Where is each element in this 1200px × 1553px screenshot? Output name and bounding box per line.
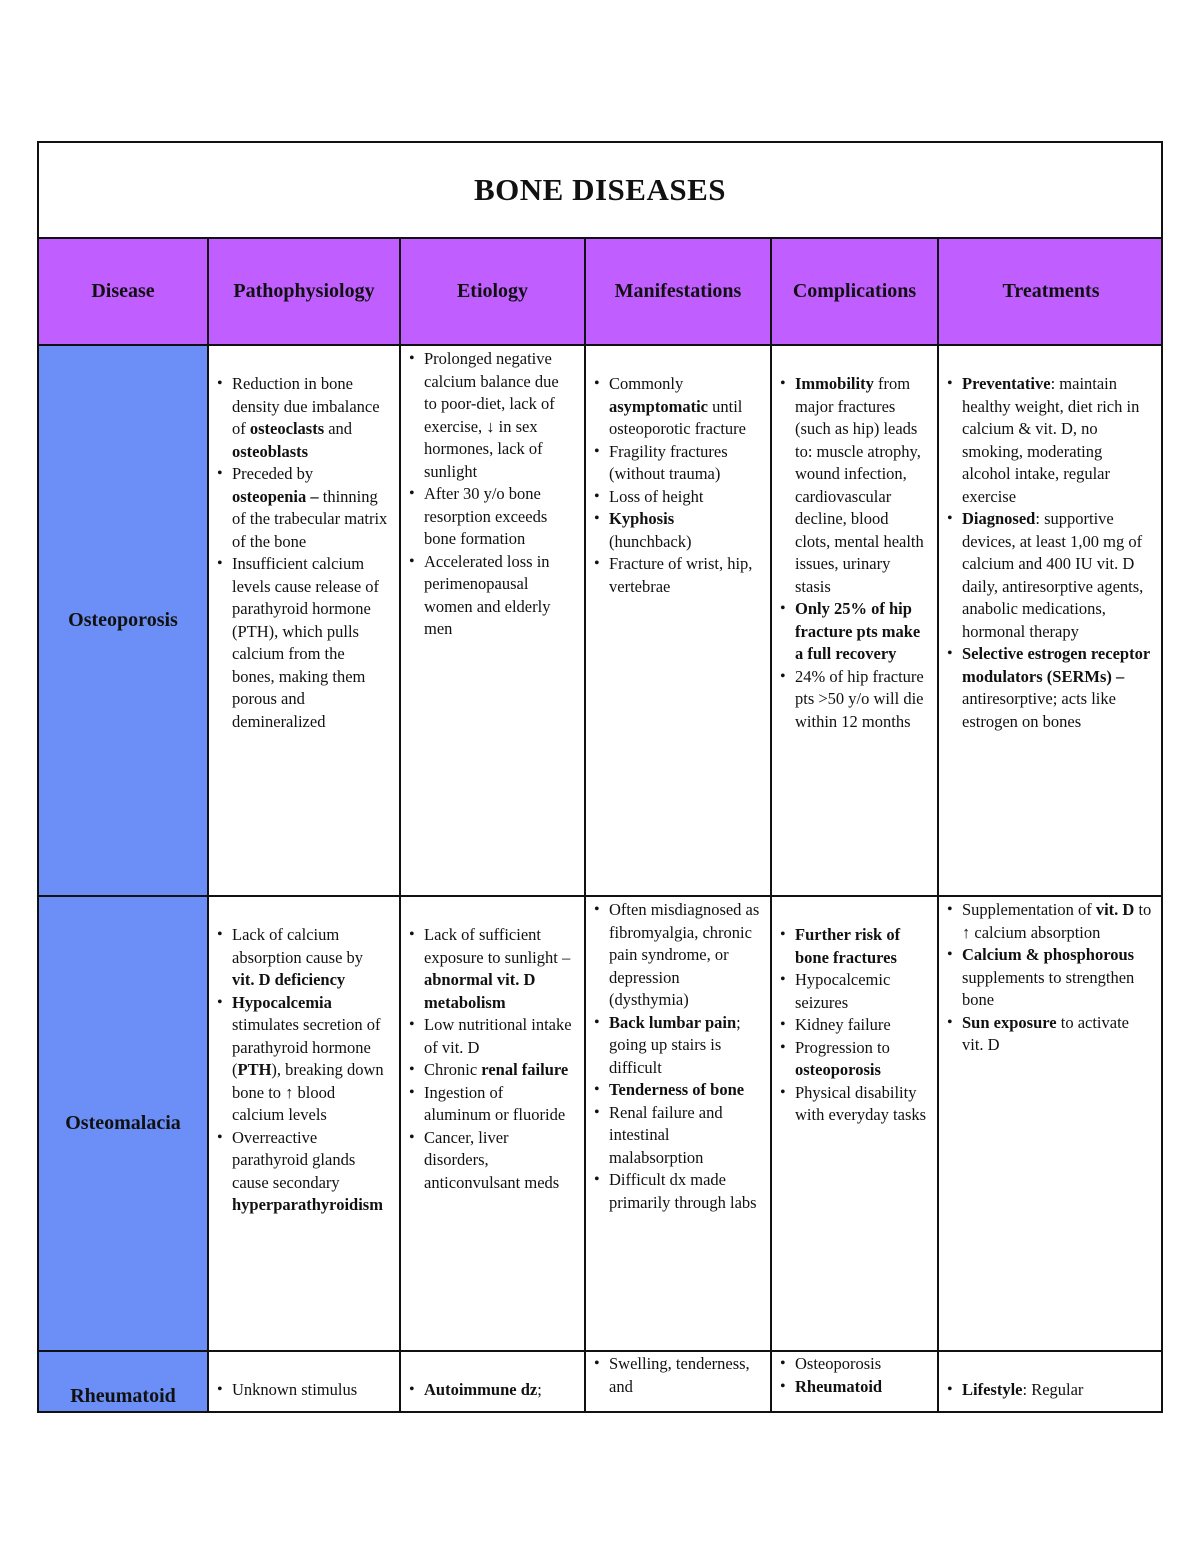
bullet-text: 24% of hip fracture pts >50 y/o will die within 12 months (795, 666, 924, 731)
header-manifestations: Manifestations (585, 239, 771, 345)
bullet-text: Physical disability with everyday tasks (795, 1082, 927, 1124)
bold-text: osteoporosis (795, 1060, 881, 1079)
bullet-item (962, 1012, 1153, 1057)
bullet-text: : maintain healthy weight, diet rich in calcium & vit. D, no smoking, moderating alcohol intake, regular exercise (962, 374, 1140, 506)
bold-text: abnormal vit. D metabolism (424, 970, 536, 1012)
bullet-text: Fragility fractures (without trauma) (609, 441, 728, 483)
bullet-text: supplements to strengthen bone (962, 967, 1135, 1009)
bullet-item (795, 1353, 927, 1376)
bullet-item (962, 373, 1153, 508)
bullet-text: Renal failure and intestinal malabsorption (609, 1102, 723, 1167)
bullet-text: Difficult dx made primarily through labs (609, 1170, 757, 1212)
bold-text: asymptomatic (609, 396, 708, 416)
bullet-item (609, 486, 760, 509)
bullet-item (424, 1127, 574, 1195)
bullet-item (795, 1014, 927, 1037)
treatments-cell (938, 896, 1163, 1351)
bold-text: osteoclasts (249, 419, 325, 438)
bold-text: vit. D deficiency (232, 970, 346, 989)
bullet-item (609, 1353, 760, 1398)
complications-cell (771, 1351, 938, 1413)
bullet-item (232, 992, 389, 1127)
bullet-item (962, 508, 1153, 643)
bullet-item (609, 373, 760, 441)
bullet-text: Kidney failure (795, 1015, 891, 1034)
bullet-item (962, 899, 1153, 944)
bold-text: Back lumbar pain (609, 1012, 737, 1032)
pathophysiology-cell (208, 345, 400, 896)
bold-text: Tenderness of bone (609, 1080, 745, 1099)
bullet-text: Low nutritional intake of vit. D (424, 1015, 572, 1057)
bullet-text: (hunchback) (609, 531, 692, 551)
bullet-item (232, 1127, 389, 1217)
row-rheumatoid (39, 1351, 1163, 1413)
bold-text: osteoblasts (232, 441, 309, 461)
bullet-item (609, 899, 760, 1012)
bold-text: Further risk of bone fractures (795, 925, 901, 967)
bullet-text: antiresorptive; acts like estrogen on bones (962, 689, 1116, 731)
bullet-text: Loss of height (609, 486, 704, 506)
etiology-cell (400, 345, 585, 896)
header-treatments: Treatments (938, 239, 1163, 345)
etiology-cell (400, 896, 585, 1351)
header-pathophysiology: Pathophysiology (208, 239, 400, 345)
bullet-item (795, 969, 927, 1014)
bullet-item (232, 373, 389, 463)
bold-text: Autoimmune dz (424, 1380, 538, 1399)
bullet-text: Osteoporosis (795, 1354, 882, 1373)
bold-text: renal failure (481, 1060, 569, 1079)
bold-text: Only 25% of hip fracture pts make a full recovery (795, 599, 921, 663)
bold-text: Selective estrogen receptor modulators (SERMs) – (962, 644, 1150, 686)
bullet-text: Insufficient calcium levels cause release of parathyroid hormone (PTH), which pulls calcium from the bones, making them porous and demineralized (232, 554, 380, 731)
etiology-cell (400, 1351, 585, 1413)
bold-text: vit. D (1095, 900, 1135, 919)
bullet-text: Accelerated loss in perimenopausal women and elderly men (424, 551, 551, 638)
bullet-text: Preceded by (232, 464, 314, 483)
bullet-item (609, 1102, 760, 1170)
bullet-item (795, 1037, 927, 1082)
header-disease: Disease (39, 239, 208, 345)
bullet-text: Commonly (609, 374, 684, 393)
manifestations-cell (585, 345, 771, 896)
bullet-item (609, 508, 760, 553)
bullet-text: Often misdiagnosed as fibromyalgia, chronic pain syndrome, or depression (dysthymia) (609, 900, 760, 1009)
bullet-item (962, 1379, 1153, 1402)
bullet-text: After 30 y/o bone resorption exceeds bone formation (424, 484, 548, 548)
bullet-text: and (324, 419, 353, 438)
bullet-item (232, 1379, 389, 1402)
bold-text: Lifestyle (962, 1380, 1023, 1399)
bullet-text: ), breaking down bone to ↑ blood calcium levels (232, 1060, 384, 1124)
complications-cell (771, 345, 938, 896)
bullet-item (795, 666, 927, 734)
bold-text: Immobility (795, 374, 874, 393)
title-row (39, 143, 1161, 239)
bullet-text: stimulates secretion of parathyroid hormone ( (232, 1015, 381, 1079)
disease-name: Rheumatoid (39, 1351, 208, 1413)
bullet-text: Overreactive parathyroid glands cause secondary (232, 1127, 356, 1192)
bullet-text: Unknown stimulus (232, 1380, 358, 1399)
disease-table-document (37, 141, 1163, 1413)
bullet-item (609, 553, 760, 598)
disease-table (39, 239, 1163, 1413)
bullet-item (795, 598, 927, 666)
disease-name: Osteoporosis (39, 345, 208, 896)
bullet-text: from major fractures (such as hip) leads to: muscle atrophy, wound infection, cardiovascular decline, blood clots, mental health issues, urinary stasis (795, 374, 924, 596)
bullet-item (232, 924, 389, 992)
bullet-text: Cancer, liver disorders, anticonvulsant meds (424, 1127, 560, 1192)
bold-text: osteopenia – (232, 486, 319, 506)
pathophysiology-cell (208, 1351, 400, 1413)
disease-name: Osteomalacia (39, 896, 208, 1351)
bullet-item (424, 1082, 574, 1127)
bullet-text: Swelling, tenderness, and (609, 1354, 750, 1396)
bullet-text: to ↑ calcium absorption (962, 900, 1152, 942)
bullet-text: Lack of calcium absorption cause by (232, 925, 364, 967)
bold-text: Calcium & phosphorous (962, 945, 1135, 964)
bullet-item (795, 373, 927, 598)
bullet-text: to activate vit. D (962, 1012, 1129, 1054)
bullet-item (424, 924, 574, 1014)
manifestations-cell (585, 1351, 771, 1413)
complications-cell (771, 896, 938, 1351)
row-osteomalacia (39, 896, 1163, 1351)
header-row (39, 239, 1163, 345)
bullet-item (424, 1014, 574, 1059)
bullet-item (232, 463, 389, 553)
bold-text: Kyphosis (609, 509, 675, 528)
bullet-text: Supplementation of (962, 900, 1096, 919)
bold-text: PTH (237, 1060, 272, 1079)
bullet-item (424, 483, 574, 551)
bullet-text: Progression to (795, 1037, 890, 1057)
bullet-text: : supportive devices, at least 1,00 mg of calcium and 400 IU vit. D daily, antiresorptive agents, anabolic medications, hormonal therapy (962, 509, 1144, 641)
bullet-item (424, 1059, 574, 1082)
bullet-item (424, 1379, 574, 1402)
bullet-text: Reduction in bone density due imbalance of (232, 374, 380, 438)
treatments-cell (938, 345, 1163, 896)
bold-text: Hypocalcemia (232, 992, 332, 1012)
header-complications: Complications (771, 239, 938, 345)
treatments-cell (938, 1351, 1163, 1413)
manifestations-cell (585, 896, 771, 1351)
bullet-text: until osteoporotic fracture (609, 396, 746, 438)
pathophysiology-cell (208, 896, 400, 1351)
bold-text: Diagnosed (962, 509, 1036, 528)
bullet-item (795, 924, 927, 969)
bullet-item (609, 1169, 760, 1214)
bold-text: Preventative (962, 374, 1051, 393)
page-title: BONE DISEASES (473, 172, 727, 207)
bullet-item (232, 553, 389, 733)
bullet-item (424, 348, 574, 483)
bullet-text: Prolonged negative calcium balance due to poor-diet, lack of exercise, ↓ in sex hormones, lack of sunlight (424, 349, 559, 481)
bullet-item (609, 441, 760, 486)
header-etiology: Etiology (400, 239, 585, 345)
bullet-text: Hypocalcemic seizures (795, 970, 891, 1012)
bullet-text: Fracture of wrist, hip, vertebrae (609, 554, 753, 596)
bullet-item (795, 1376, 927, 1399)
bullet-text: Chronic (424, 1060, 482, 1079)
bullet-item (609, 1012, 760, 1080)
bullet-text: ; (537, 1380, 542, 1399)
bullet-item (424, 551, 574, 641)
row-osteoporosis (39, 345, 1163, 896)
bold-text: Rheumatoid (795, 1376, 883, 1396)
bullet-item (609, 1079, 760, 1102)
bullet-text: Ingestion of aluminum or fluoride (424, 1082, 566, 1124)
bold-text: hyperparathyroidism (232, 1195, 383, 1214)
bullet-text: thinning of the trabecular matrix of the bone (232, 486, 388, 551)
bold-text: Sun exposure (962, 1012, 1057, 1032)
bullet-item (962, 643, 1153, 733)
bullet-text: Lack of sufficient exposure to sunlight – (424, 925, 571, 967)
bullet-item (795, 1082, 927, 1127)
bullet-item (962, 944, 1153, 1012)
bullet-text: : Regular (1022, 1380, 1084, 1399)
bullet-text: ; going up stairs is difficult (609, 1012, 741, 1077)
